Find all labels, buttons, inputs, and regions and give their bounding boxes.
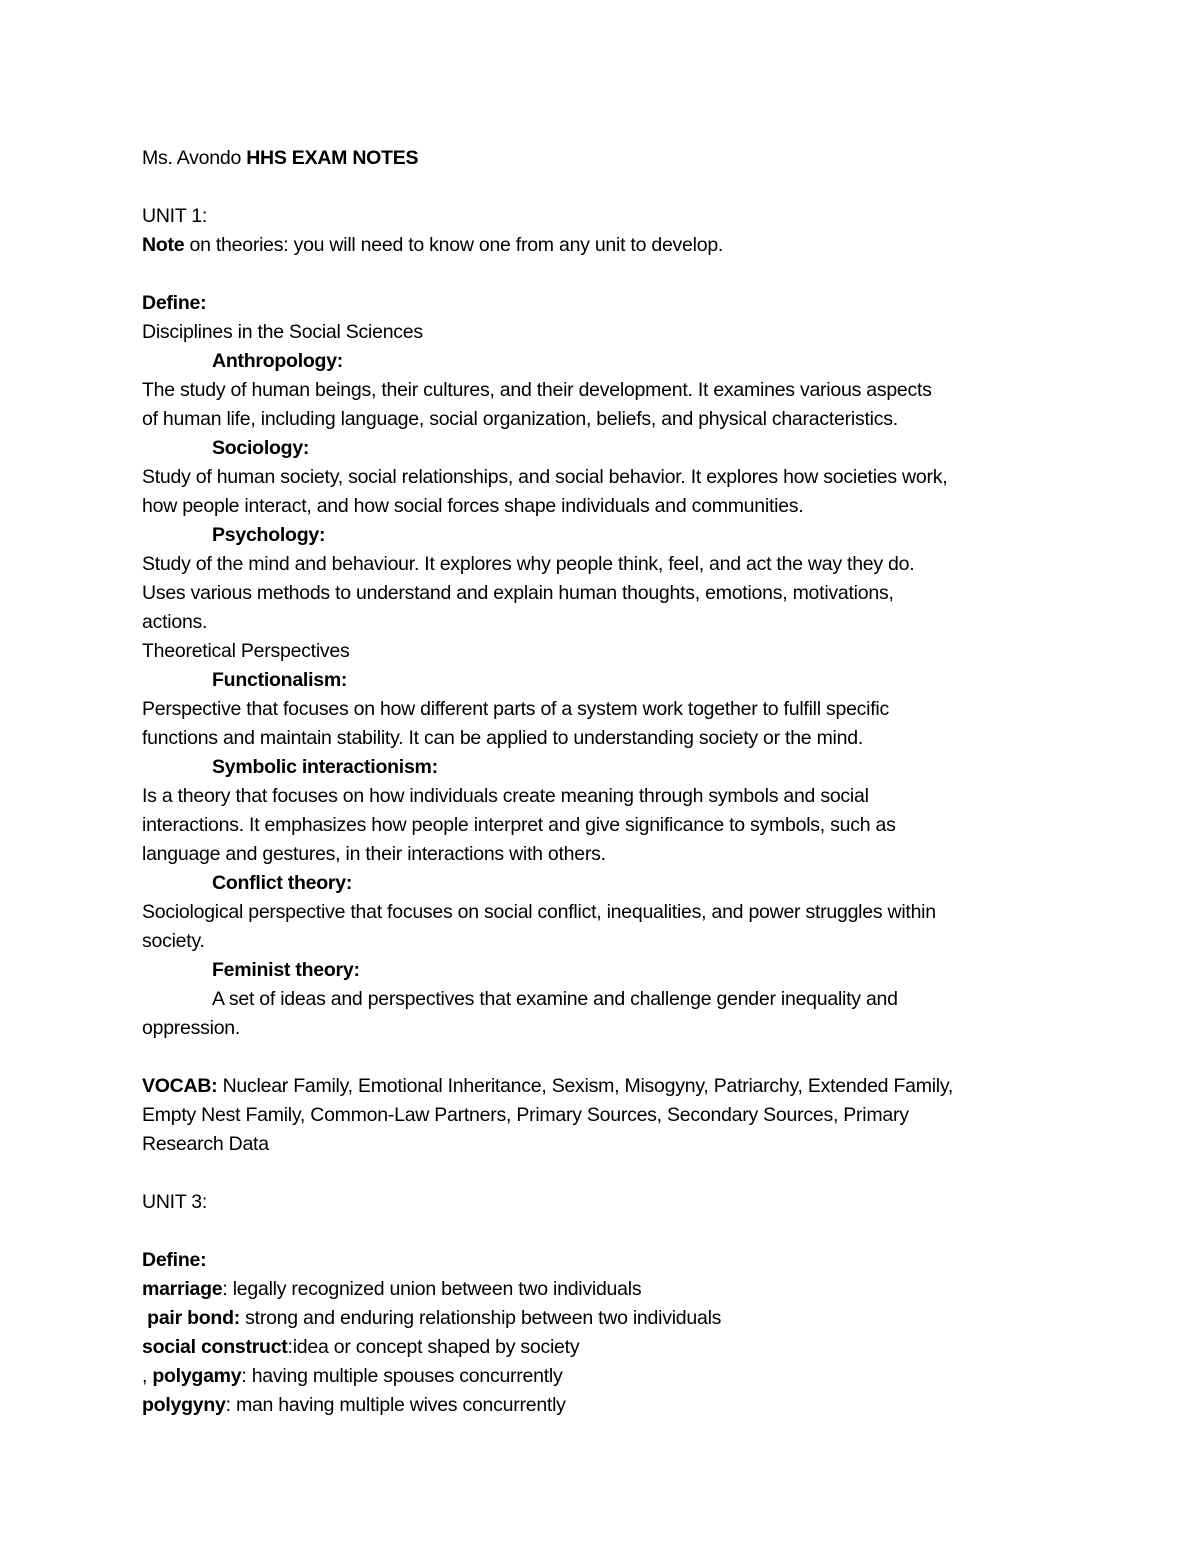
- perspective-definition-line: Is a theory that focuses on how individuals create meaning through symbols and social: [142, 785, 869, 807]
- perspective-term: [142, 869, 1072, 898]
- conflict-theory-term: Conflict theory:: [212, 872, 353, 894]
- perspective-definition-line: A set of ideas and perspectives that examine and challenge gender inequality and: [212, 988, 898, 1010]
- vocab-line: Research Data: [142, 1133, 269, 1155]
- sociology-term: Sociology:: [212, 437, 310, 459]
- discipline-definition-line: Study of human society, social relationships, and social behavior. It explores how societies work,: [142, 466, 948, 488]
- discipline-definition-line: actions.: [142, 611, 208, 633]
- pair-bond-term: pair bond:: [147, 1307, 240, 1329]
- document-title: HHS EXAM NOTES: [246, 147, 419, 169]
- discipline-definition-line: The study of human beings, their cultures, and their development. It examines various aspects: [142, 379, 932, 401]
- vocab-line: [142, 1072, 1072, 1101]
- perspective-definition-line: functions and maintain stability. It can be applied to understanding society or the mind.: [142, 727, 863, 749]
- functionalism-term: Functionalism:: [212, 669, 348, 691]
- unit-3-term-line: [142, 1304, 1072, 1333]
- social-construct-term: social construct: [142, 1336, 288, 1358]
- term-prefix: ,: [142, 1365, 153, 1387]
- perspective-definition-line: oppression.: [142, 1017, 241, 1039]
- vocab-label: VOCAB:: [142, 1075, 218, 1097]
- term-definition: : having multiple spouses concurrently: [241, 1365, 563, 1387]
- perspective-term: [142, 956, 1072, 985]
- unit-1-heading: [142, 202, 1072, 231]
- discipline-term: [142, 347, 1072, 376]
- marriage-term: marriage: [142, 1278, 223, 1300]
- perspective-definition-line: interactions. It emphasizes how people interpret and give significance to symbols, such as: [142, 814, 896, 836]
- spacer: [142, 1043, 1072, 1072]
- symbolic-interactionism-term: Symbolic interactionism:: [212, 756, 438, 778]
- spacer: [142, 1217, 1072, 1246]
- perspectives-heading: Theoretical Perspectives: [142, 640, 350, 662]
- term-definition: : man having multiple wives concurrently: [225, 1394, 566, 1416]
- define-label-text: Define:: [142, 1249, 207, 1271]
- polygamy-term: polygamy: [152, 1365, 242, 1387]
- unit-1-note: [142, 231, 1072, 260]
- define-label-text: Define:: [142, 292, 207, 314]
- document-header: [142, 144, 1072, 173]
- discipline-term: [142, 434, 1072, 463]
- spacer: [142, 173, 1072, 202]
- unit-3-term-line: [142, 1362, 1072, 1391]
- unit-3-heading-text: UNIT 3:: [142, 1191, 208, 1213]
- spacer: [142, 260, 1072, 289]
- perspective-term: [142, 666, 1072, 695]
- psychology-term: Psychology:: [212, 524, 326, 546]
- unit-3-heading: [142, 1188, 1072, 1217]
- term-definition: strong and enduring relationship between two individuals: [240, 1307, 722, 1329]
- perspective-definition-line: Perspective that focuses on how different parts of a system work together to fulfill specific: [142, 698, 890, 720]
- discipline-definition-line: Uses various methods to understand and explain human thoughts, emotions, motivations,: [142, 582, 894, 604]
- unit-3-term-line: [142, 1391, 1072, 1420]
- perspective-term: [142, 753, 1072, 782]
- feminist-theory-term: Feminist theory:: [212, 959, 360, 981]
- unit-3-term-line: [142, 1275, 1072, 1304]
- vocab-line: Empty Nest Family, Common-Law Partners, Primary Sources, Secondary Sources, Primary: [142, 1104, 909, 1126]
- perspective-definition-line: Sociological perspective that focuses on social conflict, inequalities, and power struggles within: [142, 901, 936, 923]
- unit-3-term-line: [142, 1333, 1072, 1362]
- discipline-definition-line: Study of the mind and behaviour. It explores why people think, feel, and act the way they do.: [142, 553, 915, 575]
- document-body: [142, 144, 1072, 1420]
- perspective-definition-line: society.: [142, 930, 205, 952]
- discipline-term: [142, 521, 1072, 550]
- unit-1-define-label: [142, 289, 1072, 318]
- term-definition: :idea or concept shaped by society: [287, 1336, 580, 1358]
- unit-1-heading-text: UNIT 1:: [142, 205, 208, 227]
- term-definition: : legally recognized union between two individuals: [222, 1278, 642, 1300]
- disciplines-heading: Disciplines in the Social Sciences: [142, 321, 423, 343]
- author-name: Ms. Avondo: [142, 147, 242, 169]
- polygyny-term: polygyny: [142, 1394, 226, 1416]
- anthropology-term: Anthropology:: [212, 350, 344, 372]
- spacer: [142, 1159, 1072, 1188]
- discipline-definition-line: of human life, including language, social organization, beliefs, and physical characteristics.: [142, 408, 898, 430]
- vocab-text: Nuclear Family, Emotional Inheritance, Sexism, Misogyny, Patriarchy, Extended Family,: [217, 1075, 954, 1097]
- perspective-definition-line: language and gestures, in their interactions with others.: [142, 843, 606, 865]
- note-label: Note: [142, 234, 185, 256]
- unit-3-define-label: [142, 1246, 1072, 1275]
- note-text: on theories: you will need to know one from any unit to develop.: [184, 234, 724, 256]
- discipline-definition-line: how people interact, and how social forces shape individuals and communities.: [142, 495, 804, 517]
